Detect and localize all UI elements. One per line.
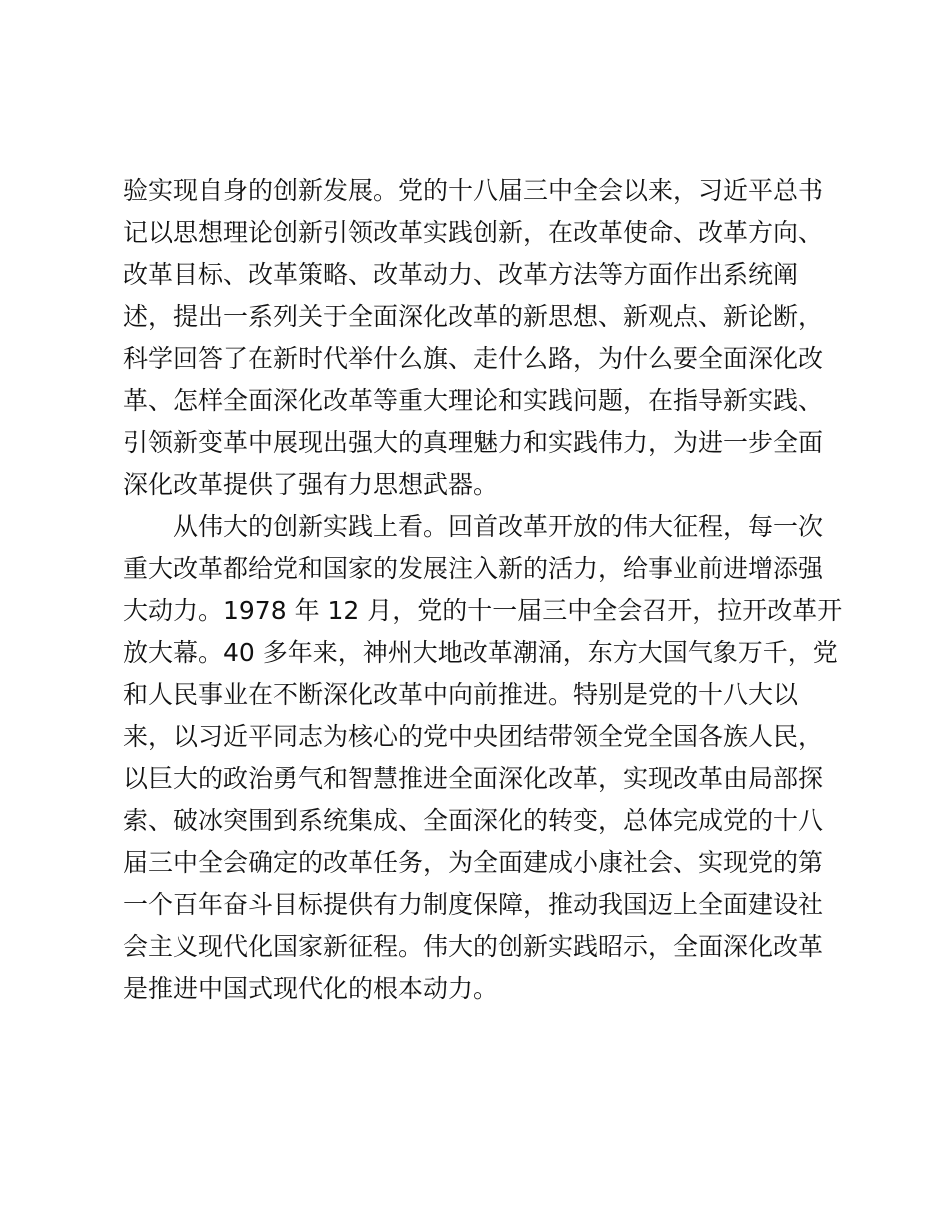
text-line: 验实现自身的创新发展。党的十八届三中全会以来，习近平总书 [123, 176, 824, 205]
text-line: 和人民事业在不断深化改革中向前推进。特别是党的十八大以 [123, 680, 799, 709]
text-line: 改革目标、改革策略、改革动力、改革方法等方面作出系统阐 [123, 260, 799, 289]
text-line: 以巨大的政治勇气和智慧推进全面深化改革，实现改革由局部探 [123, 764, 824, 793]
text-line: 记以思想理论创新引领改革实践创新，在改革使命、改革方向、 [123, 218, 824, 247]
text-line: 大动力。1978 年 12 月，党的十一届三中全会召开，拉开改革开 [123, 596, 843, 625]
text-line: 引领新变革中展现出强大的真理魅力和实践伟力，为进一步全面 [123, 428, 824, 457]
text-line: 科学回答了在新时代举什么旗、走什么路，为什么要全面深化改 [123, 344, 824, 373]
text-line: 会主义现代化国家新征程。伟大的创新实践昭示，全面深化改革 [123, 932, 824, 961]
text-line: 是推进中国式现代化的根本动力。 [123, 974, 499, 1003]
text-line: 届三中全会确定的改革任务，为全面建成小康社会、实现党的第 [123, 848, 824, 877]
text-line: 索、破冰突围到系统集成、全面深化的转变，总体完成党的十八 [123, 806, 824, 835]
text-line: 革、怎样全面深化改革等重大理论和实践问题，在指导新实践、 [123, 386, 824, 415]
text-line: 一个百年奋斗目标提供有力制度保障，推动我国迈上全面建设社 [123, 890, 824, 919]
body-text [123, 170, 843, 1010]
text-line: 重大改革都给党和国家的发展注入新的活力，给事业前进增添强 [123, 554, 824, 583]
text-line: 述，提出一系列关于全面深化改革的新思想、新观点、新论断， [123, 302, 824, 331]
text-line: 来，以习近平同志为核心的党中央团结带领全党全国各族人民， [123, 722, 824, 751]
text-line: 放大幕。40 多年来，神州大地改革潮涌，东方大国气象万千，党 [123, 638, 838, 667]
text-line: 深化改革提供了强有力思想武器。 [123, 470, 499, 499]
paragraph-first-line: 从伟大的创新实践上看。回首改革开放的伟大征程，每一次 [173, 512, 824, 541]
